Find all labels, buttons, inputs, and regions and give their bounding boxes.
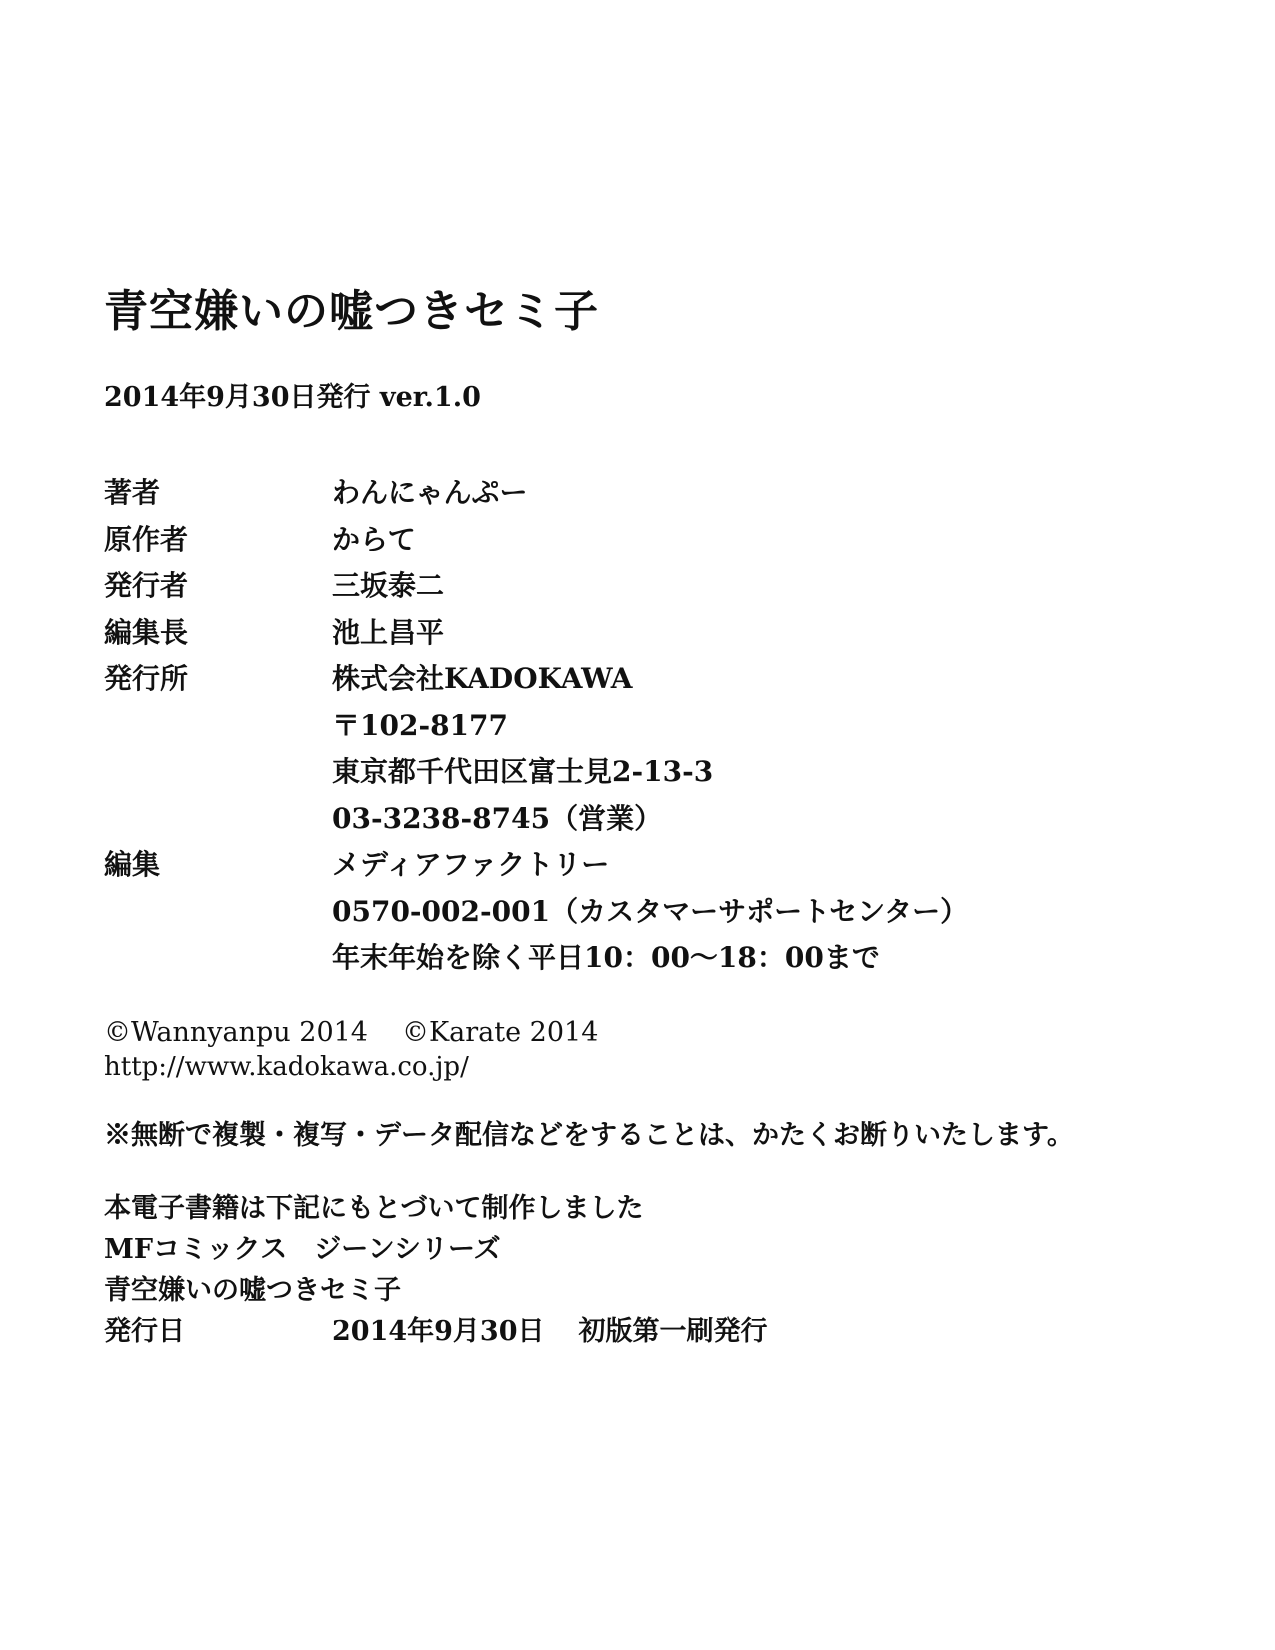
credit-row <box>104 796 1204 843</box>
book-title: 青空嫌いの嘘つきセミ子 <box>104 286 599 337</box>
source-edition-info <box>104 1188 1204 1352</box>
publisher-url: http://www.kadokawa.co.jp/ <box>104 1052 469 1082</box>
credit-label: 発行所 <box>104 662 189 695</box>
credit-value: 年末年始を除く平日10：00～18：00まで <box>332 941 880 974</box>
credit-row <box>104 610 1204 657</box>
source-line: 青空嫌いの嘘つきセミ子 <box>104 1275 401 1306</box>
credit-row <box>104 703 1204 750</box>
credit-row <box>104 889 1204 936</box>
copyright-author: ©Wannyanpu 2014 <box>104 1017 368 1048</box>
credit-label: 編集 <box>104 848 161 881</box>
credit-row <box>104 517 1204 564</box>
issue-date-value <box>332 1311 768 1352</box>
credit-label: 編集長 <box>104 615 189 649</box>
credit-value: からて <box>332 522 416 556</box>
credit-value: 〒102-8177 <box>332 708 508 742</box>
credit-value: 03-3238-8745（営業） <box>332 801 663 835</box>
credit-value: 池上昌平 <box>332 615 445 649</box>
credit-row <box>104 470 1204 517</box>
source-line <box>104 1311 1204 1352</box>
credit-row <box>104 749 1204 796</box>
source-line: 本電子書籍は下記にもとづいて制作しました <box>104 1193 644 1224</box>
copyright-line <box>104 1016 598 1050</box>
credit-value: わんにゃんぷー <box>332 476 528 509</box>
credit-row <box>104 935 1204 982</box>
credit-value: メディアファクトリー <box>332 848 610 881</box>
credit-label: 著者 <box>104 476 161 509</box>
credit-row <box>104 842 1204 889</box>
credit-row <box>104 563 1204 610</box>
credit-label: 発行者 <box>104 569 189 602</box>
copyright-original: ©Karate 2014 <box>402 1017 599 1048</box>
publication-date: 2014年9月30日発行 ver.1.0 <box>104 382 481 413</box>
credits-list <box>104 470 1204 982</box>
copy-prohibition-notice: ※無断で複製・複写・データ配信などをすることは、かたくお断りいたします。 <box>104 1120 1074 1151</box>
source-line: MFコミックス ジーンシリーズ <box>104 1234 501 1265</box>
credit-value: 三坂泰二 <box>332 569 445 602</box>
credit-value: 東京都千代田区富士見2-13-3 <box>332 755 714 788</box>
credit-value: 0570-002-001（カスタマーサポートセンター） <box>332 894 969 928</box>
credit-label: 原作者 <box>104 522 189 556</box>
edition-info: 初版第一刷発行 <box>578 1316 768 1347</box>
credit-value: 株式会社KADOKAWA <box>332 662 633 695</box>
issue-date-label: 発行日 <box>104 1316 185 1347</box>
issue-date: 2014年9月30日 <box>332 1316 545 1347</box>
credit-row <box>104 656 1204 703</box>
